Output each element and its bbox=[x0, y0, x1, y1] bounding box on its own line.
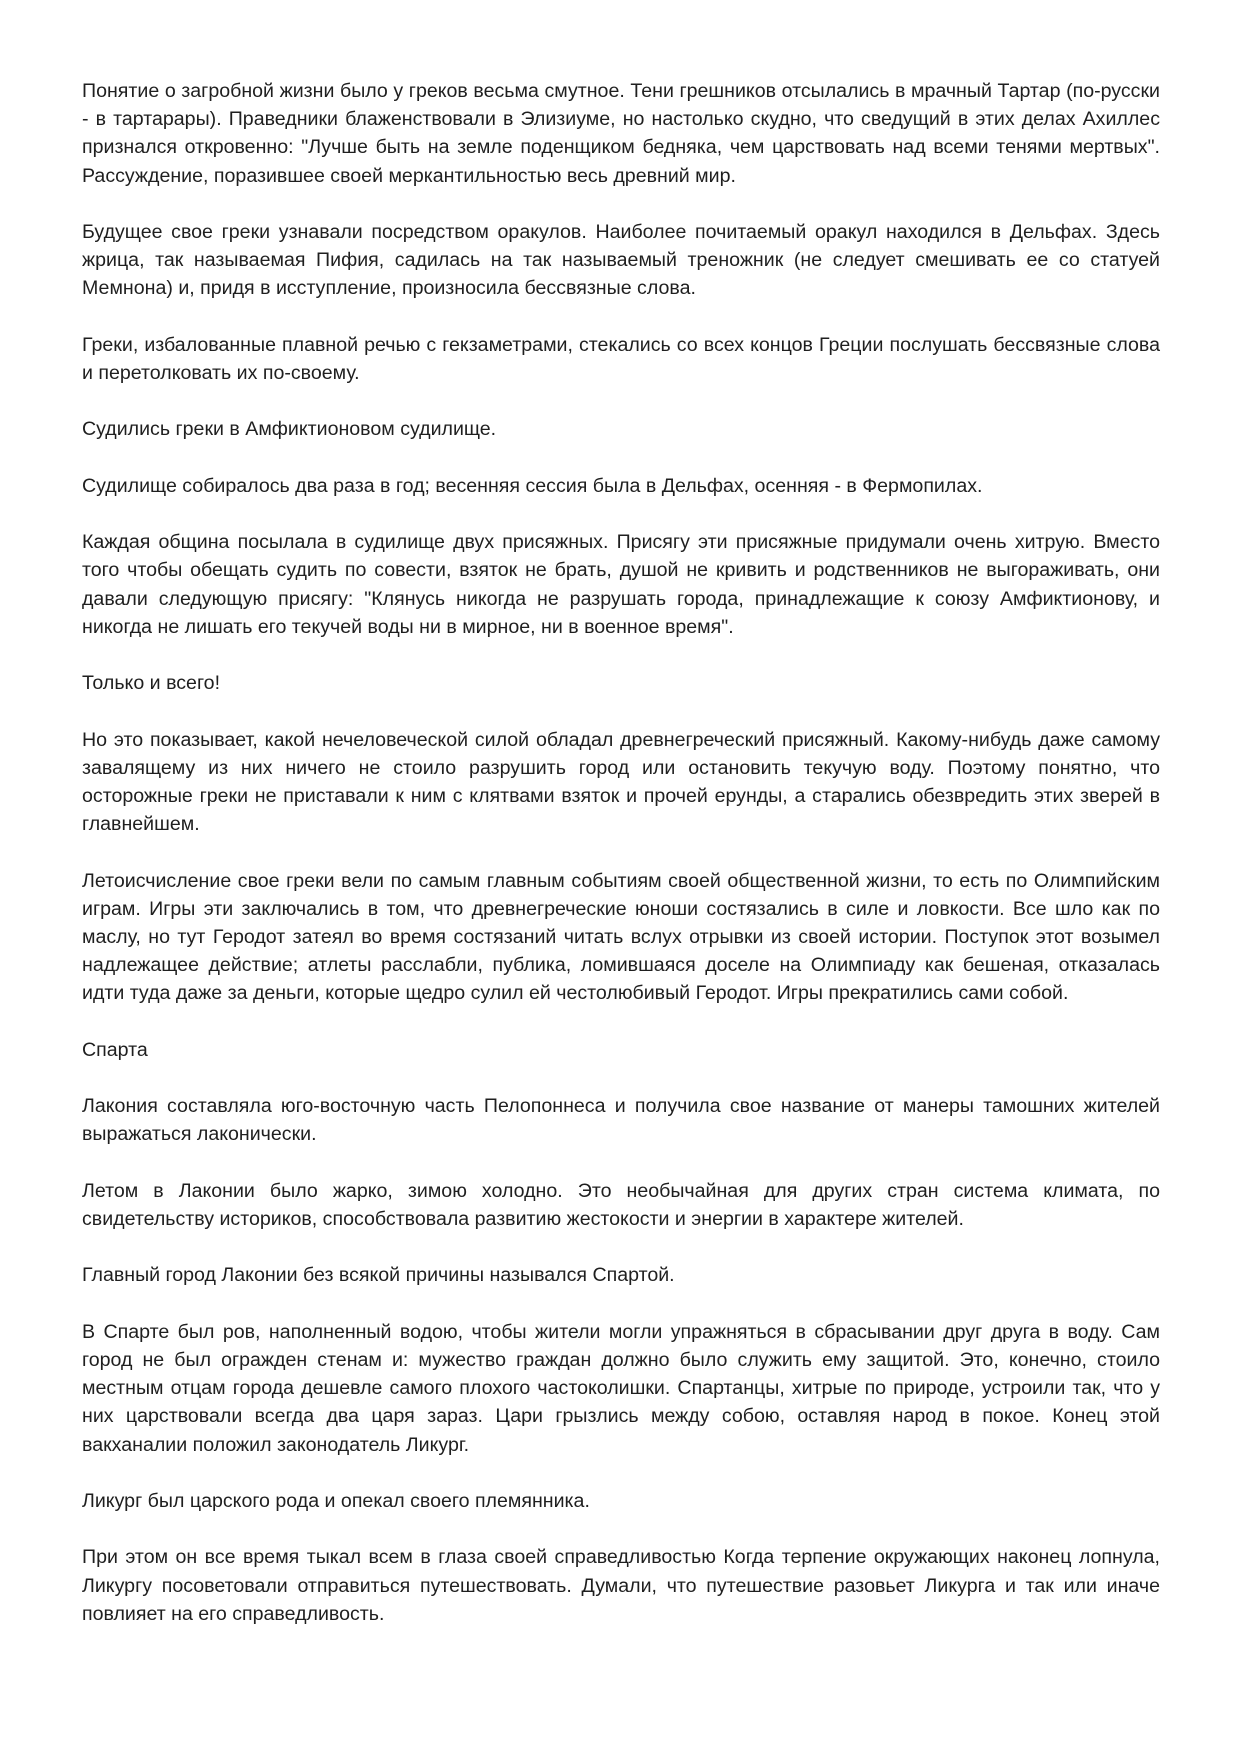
paragraph-hexameters: Греки, избалованные плавной речью с гекзаметрами, стекались со всех концов Греции послушать бессвязные слова и перетолковать их по-своему. bbox=[82, 333, 1160, 384]
paragraph-laconia: Лакония составляла юго-восточную часть Пелопоннеса и получила свое название от манеры тамошних жителей выражаться лаконически. bbox=[82, 1095, 1160, 1146]
paragraph-sparta-moat: В Спарте был ров, наполненный водою, чтобы жители могли упражняться в сбрасывании друг друга в воду. Сам город не был огражден стенам и: мужество граждан должно было служить ему защитой. Это, конечно, стоило местным отцам города дешевле самого плохого частоколишки. Спартанцы, хитрые по природе, устроили так, что у них царствовали всегда два царя зараз. Цари грызлись между собою, оставляя народ в покое. Конец этой вакханалии положил законодатель Ликург. bbox=[82, 1320, 1160, 1456]
paragraph-court: Судились греки в Амфиктионовом судилище. bbox=[82, 418, 497, 441]
paragraph-court-sessions: Судилище собиралось два раза в год; весенняя сессия была в Дельфах, осенняя - в Фермопилах. bbox=[82, 474, 983, 497]
paragraph-lycurgus-justice: При этом он все время тыкал всем в глаза своей справедливостью Когда терпение окружающих наконец лопнула, Ликургу посоветовали отправиться путешествовать. Думали, что путешествие разовьет Ликурга и так или иначе повлияет на его справедливость. bbox=[82, 1546, 1160, 1625]
paragraph-jurors-oath: Каждая община посылала в судилище двух присяжных. Присягу эти присяжные придумали очень хитрую. Вместо того чтобы обещать судить по совести, взяток не брать, душой не кривить и родственников не выгораживать, они давали следующую присягу: "Клянусь никогда не разрушать города, принадлежащие к союзу Амфиктионову, и никогда не лишать его текучей воды ни в мирное, ни в военное время". bbox=[82, 531, 1160, 638]
paragraph-climate: Летом в Лаконии было жарко, зимою холодно. Это необычайная для других стран система климата, по свидетельству историков, способствовала развитию жестокости и энергии в характере жителей. bbox=[82, 1179, 1160, 1230]
paragraph-oracles: Будущее свое греки узнавали посредством оракулов. Наиболее почитаемый оракул находился в Дельфах. Здесь жрица, так называемая Пифия, садилась на так называемый треножник (не следует смешивать ее со статуей Мемнона) и, придя в исступление, произносила бессвязные слова. bbox=[82, 221, 1160, 300]
paragraph-main-city: Главный город Лаконии без всякой причины назывался Спартой. bbox=[82, 1264, 675, 1287]
paragraph-olympic-games: Летоисчисление свое греки вели по самым главным событиям своей общественной жизни, то есть по Олимпийским играм. Игры эти заключались в том, что древнегреческие юноши состязались в силе и ловкости. Все шло как по маслу, но тут Геродот затеял во время состязаний читать вслух отрывки из своей истории. Поступок этот возымел надлежащее действие; атлеты расслабли, публика, ломившаяся доселе на Олимпиаду как бешеная, отказалась идти туда даже за деньги, которые щедро сулил ей честолюбивый Геродот. Игры прекратились сами собой. bbox=[82, 869, 1160, 1005]
paragraph-lycurgus: Ликург был царского рода и опекал своего племянника. bbox=[82, 1489, 590, 1512]
paragraph-that-is-all: Только и всего! bbox=[82, 672, 221, 695]
document-page bbox=[82, 77, 1160, 1628]
paragraph-juror-power: Но это показывает, какой нечеловеческой силой обладал древнегреческий присяжный. Какому-нибудь даже самому завалящему из них ничего не стоило разрушить город или остановить текучую воду. Поэтому понятно, что осторожные греки не приставали к ним с клятвами взяток и прочей ерунды, а старались обезвредить этих зверей в главнейшем. bbox=[82, 728, 1160, 836]
paragraph-afterlife: Понятие о загробной жизни было у греков весьма смутное. Тени грешников отсылались в мрачный Тартар (по-русски - в тартарары). Праведники блаженствовали в Элизиуме, но настолько скудно, что сведущий в этих делах Ахиллес признался откровенно: "Лучше быть на земле поденщиком бедняка, чем царствовать над всеми тенями мертвых". Рассуждение, поразившее своей меркантильностью весь древний мир. bbox=[82, 80, 1160, 187]
section-heading-sparta: Спарта bbox=[82, 1038, 148, 1061]
